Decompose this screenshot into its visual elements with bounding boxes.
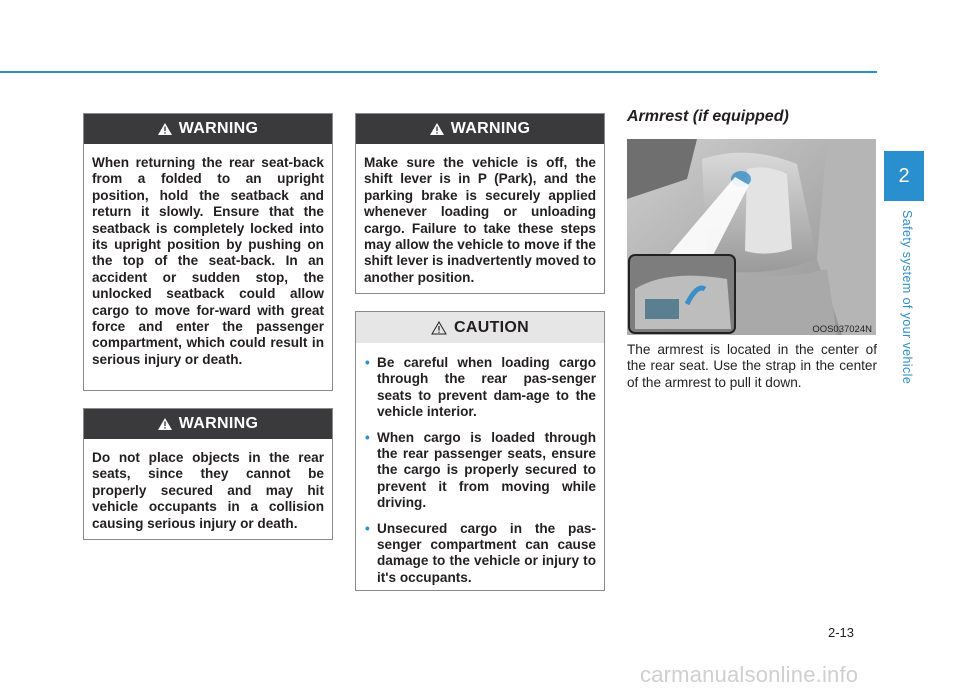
photo-code: OOS037024N bbox=[812, 324, 872, 335]
armrest-description: The armrest is located in the center of the rear seat. Use the strap in the center of the armrest to pull it down. bbox=[627, 342, 877, 390]
caution-item: • Be careful when loading cargo through the rear pas-senger seats to prevent dam-age to the vehicle interior. bbox=[364, 355, 596, 421]
warning-label: WARNING bbox=[178, 120, 259, 137]
chapter-title-text: Safety system of your vehicle bbox=[900, 210, 914, 385]
warning-box-seatback bbox=[83, 113, 333, 391]
caution-triangle-icon bbox=[431, 321, 447, 335]
warning-label: WARNING bbox=[178, 415, 259, 432]
warning-label: WARNING bbox=[450, 120, 531, 137]
caution-header bbox=[356, 312, 604, 343]
armrest-photo bbox=[627, 139, 876, 335]
warning-text: Make sure the vehicle is off, the shift lever is in P (Park), and the parking brake is securely applied whenever loading or unloading cargo. Failure to take these steps may allow the vehicle to move if the shift lever is inadvertently moved to another position. bbox=[364, 155, 596, 285]
warning-triangle-icon bbox=[158, 418, 172, 430]
caution-list bbox=[364, 355, 596, 586]
caution-label: CAUTION bbox=[454, 318, 529, 336]
armrest-illustration bbox=[627, 139, 876, 335]
caution-item: • When cargo is loaded through the rear passenger seats, ensure the cargo is properly secured to prevent it from moving while driving. bbox=[364, 430, 596, 512]
caution-box bbox=[355, 311, 605, 591]
warning-text: Do not place objects in the rear seats, since they cannot be properly secured and may hit vehicle occupants in a collision causing serious injury or death. bbox=[92, 450, 324, 531]
page-number: 2-13 bbox=[828, 625, 855, 640]
warning-box-rear-seats bbox=[83, 408, 333, 540]
top-rule bbox=[0, 71, 877, 73]
chapter-title bbox=[896, 210, 916, 400]
caution-item: • Unsecured cargo in the pas-senger compartment can cause damage to the vehicle or injury to it's occupants. bbox=[364, 521, 596, 587]
warning-text: When returning the rear seat-back from a folded to an upright position, hold the seatback and return it slowly. Ensure that the seatback is completely locked into its upright position by pushing on the top of the seat-back. In an accident or sudden stop, the unlocked seatback could allow cargo to move for-ward with great force and enter the passenger compartment, which could result in serious injury or death. bbox=[92, 155, 324, 367]
footer-watermark: carmanualsonline.info bbox=[640, 662, 859, 687]
warning-triangle-icon bbox=[158, 123, 172, 135]
warning-header bbox=[84, 409, 332, 439]
warning-header bbox=[356, 114, 604, 144]
warning-triangle-icon bbox=[430, 123, 444, 135]
caution-body bbox=[356, 343, 604, 606]
section-title: Armrest (if equipped) bbox=[627, 108, 789, 125]
warning-header bbox=[84, 114, 332, 144]
warning-box-park bbox=[355, 113, 605, 294]
chapter-tab: 2 bbox=[884, 151, 924, 201]
